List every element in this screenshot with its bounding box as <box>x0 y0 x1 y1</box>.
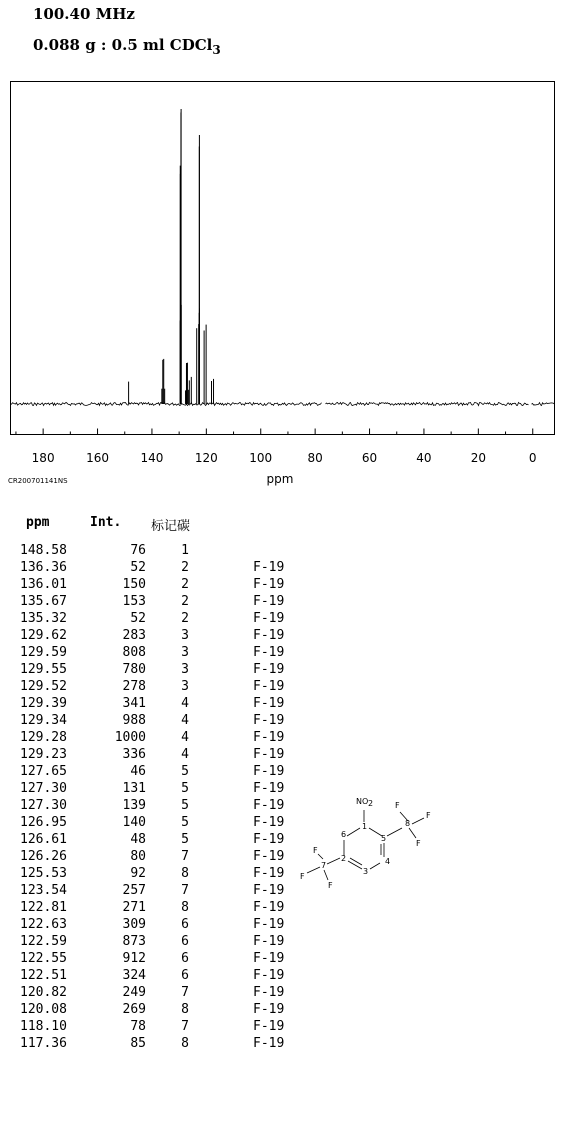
carbon-label: 3 <box>181 679 189 694</box>
table-row <box>20 661 560 678</box>
table-row <box>20 729 560 746</box>
carbon-label: 6 <box>181 917 189 932</box>
carbon-label: 3 <box>181 628 189 643</box>
molecule-structure <box>292 788 452 898</box>
peak-intensity: 52 <box>130 560 146 575</box>
carbon-label: 5 <box>181 781 189 796</box>
header-ppm: ppm <box>26 515 50 530</box>
table-header <box>20 515 560 537</box>
carbon-label: 5 <box>181 764 189 779</box>
coupling-nucleus: F-19 <box>253 594 285 609</box>
table-row <box>20 899 560 916</box>
carbon-label: 8 <box>181 866 189 881</box>
carbon-label: 3 <box>181 645 189 660</box>
table-row <box>20 610 560 627</box>
coupling-nucleus: F-19 <box>253 934 285 949</box>
atom-no2-subscript: 2 <box>368 799 374 808</box>
atom-label-1: 1 <box>362 822 368 831</box>
peak-intensity: 873 <box>122 934 146 949</box>
coupling-nucleus: F-19 <box>253 628 285 643</box>
carbon-label: 7 <box>181 883 189 898</box>
peak-ppm: 117.36 <box>20 1036 67 1051</box>
carbon-label: 8 <box>181 1036 189 1051</box>
peak-ppm: 129.39 <box>20 696 67 711</box>
coupling-nucleus: F-19 <box>253 815 285 830</box>
peak-intensity: 131 <box>122 781 146 796</box>
coupling-nucleus: F-19 <box>253 730 285 745</box>
header-int: Int. <box>90 515 122 530</box>
coupling-nucleus: F-19 <box>253 1002 285 1017</box>
atom-f-c: F <box>416 839 421 848</box>
carbon-label: 4 <box>181 730 189 745</box>
x-axis-label: ppm <box>266 472 294 486</box>
peak-intensity: 309 <box>122 917 146 932</box>
table-row <box>20 678 560 695</box>
atom-label-7: 7 <box>321 861 327 870</box>
table-row <box>20 1018 560 1035</box>
baseline-noise <box>11 403 322 406</box>
table-row <box>20 576 560 593</box>
peak-intensity: 150 <box>122 577 146 592</box>
table-row <box>20 984 560 1001</box>
peak-ppm: 129.23 <box>20 747 67 762</box>
tick-label: 40 <box>416 451 432 465</box>
peak-intensity: 153 <box>122 594 146 609</box>
peak-intensity: 271 <box>122 900 146 915</box>
table-row <box>20 780 560 797</box>
carbon-label: 4 <box>181 747 189 762</box>
peak-intensity: 336 <box>122 747 146 762</box>
tick-label: 80 <box>307 451 323 465</box>
coupling-nucleus: F-19 <box>253 832 285 847</box>
peak-ppm: 129.34 <box>20 713 67 728</box>
sample-description <box>33 36 221 57</box>
spectrometer-frequency: 100.40 MHz <box>33 5 135 23</box>
peak-intensity: 52 <box>130 611 146 626</box>
tick-label: 160 <box>86 451 109 465</box>
tick-label: 0 <box>528 451 537 465</box>
carbon-label: 5 <box>181 815 189 830</box>
peaks <box>129 109 214 404</box>
peak-ppm: 126.26 <box>20 849 67 864</box>
table-row <box>20 882 560 899</box>
coupling-nucleus: F-19 <box>253 764 285 779</box>
coupling-nucleus: F-19 <box>253 798 285 813</box>
peak-intensity: 78 <box>130 1019 146 1034</box>
carbon-label: 7 <box>181 849 189 864</box>
carbon-label: 1 <box>181 543 189 558</box>
table-row <box>20 695 560 712</box>
carbon-label: 7 <box>181 985 189 1000</box>
carbon-label: 2 <box>181 577 189 592</box>
table-row <box>20 627 560 644</box>
coupling-nucleus: F-19 <box>253 1036 285 1051</box>
peak-ppm: 118.10 <box>20 1019 67 1034</box>
coupling-nucleus: F-19 <box>253 696 285 711</box>
peak-ppm: 127.30 <box>20 781 67 796</box>
peak-ppm: 120.82 <box>20 985 67 1000</box>
atom-label-5: 5 <box>381 834 387 843</box>
atom-label-3: 3 <box>363 867 369 876</box>
peak-intensity: 76 <box>130 543 146 558</box>
peak-intensity: 1000 <box>114 730 146 745</box>
carbon-label: 4 <box>181 696 189 711</box>
peak-ppm: 123.54 <box>20 883 67 898</box>
peak-intensity: 324 <box>122 968 146 983</box>
peak-intensity: 283 <box>122 628 146 643</box>
atom-no2: NO <box>356 797 369 806</box>
baseline-noise <box>326 403 529 406</box>
baseline-noise <box>532 403 555 406</box>
peak-ppm: 136.01 <box>20 577 67 592</box>
peak-intensity: 48 <box>130 832 146 847</box>
table-row <box>20 933 560 950</box>
peak-ppm: 122.63 <box>20 917 67 932</box>
peak-ppm: 127.65 <box>20 764 67 779</box>
coupling-nucleus: F-19 <box>253 917 285 932</box>
table-row <box>20 797 560 814</box>
coupling-nucleus: F-19 <box>253 849 285 864</box>
atom-f-d: F <box>313 846 318 855</box>
atom-f-a: F <box>395 801 400 810</box>
peak-ppm: 126.95 <box>20 815 67 830</box>
table-row <box>20 950 560 967</box>
peak-ppm: 120.08 <box>20 1002 67 1017</box>
tick-label: 180 <box>31 451 55 465</box>
table-row <box>20 848 560 865</box>
table-row <box>20 967 560 984</box>
carbon-label: 8 <box>181 1002 189 1017</box>
table-body <box>20 542 560 1052</box>
atom-label-4: 4 <box>385 857 391 866</box>
table-row <box>20 559 560 576</box>
tick-label: 140 <box>140 451 164 465</box>
peak-intensity: 278 <box>122 679 146 694</box>
peak-intensity: 85 <box>130 1036 146 1051</box>
peak-ppm: 122.55 <box>20 951 67 966</box>
peak-intensity: 988 <box>122 713 146 728</box>
peak-intensity: 92 <box>130 866 146 881</box>
coupling-nucleus: F-19 <box>253 781 285 796</box>
molecule-labels <box>300 797 431 890</box>
plot-frame <box>11 82 555 435</box>
baseline <box>11 403 555 406</box>
table-row <box>20 763 560 780</box>
carbon-label: 2 <box>181 560 189 575</box>
peak-ppm: 136.36 <box>20 560 67 575</box>
atom-label-6: 6 <box>341 830 347 839</box>
peak-intensity: 140 <box>122 815 146 830</box>
coupling-nucleus: F-19 <box>253 951 285 966</box>
coupling-nucleus: F-19 <box>253 1019 285 1034</box>
peak-ppm: 127.30 <box>20 798 67 813</box>
coupling-nucleus: F-19 <box>253 577 285 592</box>
table-row <box>20 712 560 729</box>
peak-intensity: 808 <box>122 645 146 660</box>
table-row <box>20 593 560 610</box>
x-axis-ticks <box>16 429 533 435</box>
coupling-nucleus: F-19 <box>253 662 285 677</box>
table-row <box>20 1001 560 1018</box>
peak-ppm: 135.32 <box>20 611 67 626</box>
peak-intensity: 46 <box>130 764 146 779</box>
spectrum-id: CR200701141NS <box>8 477 68 485</box>
carbon-label: 5 <box>181 832 189 847</box>
coupling-nucleus: F-19 <box>253 883 285 898</box>
peak-ppm: 122.51 <box>20 968 67 983</box>
carbon-label: 2 <box>181 611 189 626</box>
coupling-nucleus: F-19 <box>253 713 285 728</box>
atom-label-2: 2 <box>341 854 347 863</box>
peak-intensity: 257 <box>122 883 146 898</box>
carbon-label: 4 <box>181 713 189 728</box>
peak-intensity: 341 <box>122 696 146 711</box>
table-row <box>20 814 560 831</box>
atom-f-b: F <box>426 811 431 820</box>
coupling-nucleus: F-19 <box>253 679 285 694</box>
table-row <box>20 831 560 848</box>
header-label: 标记碳 <box>151 519 191 534</box>
sample-subscript: 3 <box>212 43 221 57</box>
peak-intensity: 80 <box>130 849 146 864</box>
peak-intensity: 139 <box>122 798 146 813</box>
table-row <box>20 916 560 933</box>
peak-ppm: 129.52 <box>20 679 67 694</box>
carbon-label: 5 <box>181 798 189 813</box>
table-row <box>20 746 560 763</box>
coupling-nucleus: F-19 <box>253 645 285 660</box>
coupling-nucleus: F-19 <box>253 747 285 762</box>
tick-label: 60 <box>361 451 378 465</box>
peak-ppm: 129.59 <box>20 645 67 660</box>
coupling-nucleus: F-19 <box>253 611 285 626</box>
tick-label: 100 <box>249 451 273 465</box>
sample-text: 0.088 g : 0.5 ml CDCl <box>33 36 213 54</box>
peak-intensity: 249 <box>122 985 146 1000</box>
coupling-nucleus: F-19 <box>253 968 285 983</box>
peak-intensity: 269 <box>122 1002 146 1017</box>
atom-f-e: F <box>300 872 305 881</box>
peak-ppm: 125.53 <box>20 866 67 881</box>
peak-ppm: 129.55 <box>20 662 67 677</box>
table-row <box>20 865 560 882</box>
peak-ppm: 148.58 <box>20 543 67 558</box>
table-row <box>20 542 560 559</box>
atom-label-8: 8 <box>405 819 411 828</box>
coupling-nucleus: F-19 <box>253 866 285 881</box>
carbon-label: 3 <box>181 662 189 677</box>
carbon-label: 6 <box>181 968 189 983</box>
peak-ppm: 129.62 <box>20 628 67 643</box>
x-axis-tick-labels <box>32 451 537 465</box>
tick-label: 20 <box>470 451 486 465</box>
peak-intensity: 912 <box>122 951 146 966</box>
atom-f-f: F <box>328 881 333 890</box>
peak-ppm: 122.81 <box>20 900 67 915</box>
carbon-label: 6 <box>181 934 189 949</box>
coupling-nucleus: F-19 <box>253 900 285 915</box>
carbon-label: 7 <box>181 1019 189 1034</box>
table-row <box>20 644 560 661</box>
coupling-nucleus: F-19 <box>253 985 285 1000</box>
tick-label: 120 <box>194 451 218 465</box>
carbon-label: 8 <box>181 900 189 915</box>
nmr-spectrum-chart <box>0 72 570 492</box>
peak-ppm: 129.28 <box>20 730 67 745</box>
peak-ppm: 135.67 <box>20 594 67 609</box>
carbon-label: 6 <box>181 951 189 966</box>
peak-table <box>20 515 560 1052</box>
peak-ppm: 126.61 <box>20 832 67 847</box>
table-row <box>20 1035 560 1052</box>
coupling-nucleus: F-19 <box>253 560 285 575</box>
peak-ppm: 122.59 <box>20 934 67 949</box>
carbon-label: 2 <box>181 594 189 609</box>
peak-intensity: 780 <box>122 662 146 677</box>
